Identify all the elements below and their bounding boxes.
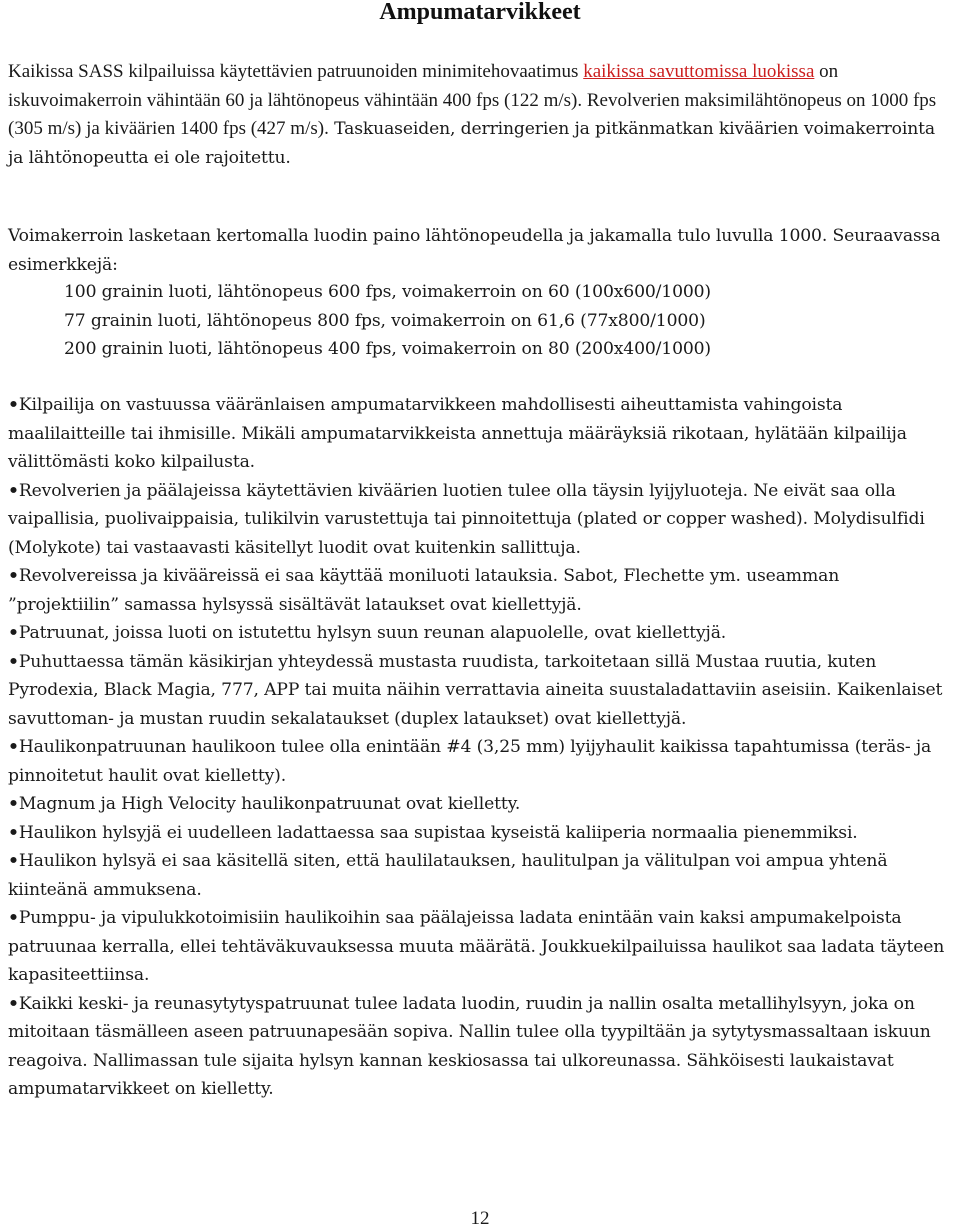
example-line: 77 grainin luoti, lähtönopeus 800 fps, voimakerroin on 61,6 (77x800/1000) [64,310,706,331]
rule-item [8,847,952,904]
page-title: Ampumatarvikkeet [379,0,581,25]
bullet-icon: • [8,794,19,814]
rule-text: Haulikon hylsyä ei saa käsitellä siten, että haulilatauksen, haulitulpan ja välitulpan voi ampua yhtenä kiinteänä ammuksena. [8,851,888,900]
rule-item [8,619,952,648]
bullet-icon: • [8,566,19,586]
savuttomissa-luokissa-link[interactable]: kaikissa savuttomissa luokissa [583,61,815,82]
bullet-icon: • [8,822,19,843]
example-line: 100 grainin luoti, lähtönopeus 600 fps, voimakerroin on 60 (100x600/1000) [64,282,711,302]
page-number: 12 [470,1208,490,1229]
rule-item [8,733,952,790]
bullet-icon: • [8,623,19,643]
intro-text-before-link: Kaikissa SASS kilpailuissa käytettävien patruunoiden minimitehovaatimus [8,61,584,82]
rule-text: Puhuttaessa tämän käsikirjan yhteydessä mustasta ruudista, tarkoitetaan sillä Mustaa ruutia, kuten Pyrodexia, Black Magia, 777, APP tai muita näihin verrattavia aineita suustaladattaviin aseisiin. Kaikenlaiset savuttoman- ja mustan ruudin sekalataukset (duplex lataukset) ovat kiellettyjä. [8,651,943,729]
rule-text: Kilpailija on vastuussa vääränlaisen ampumatarvikkeen mahdollisesti aiheuttamista vahingoista maalilaitteille tai ihmisille. Mikäli ampumatarvikkeista annettuja määräyksiä rikotaan, hylätään kilpailija välittömästi koko kilpailusta. [8,395,907,472]
bullet-icon: • [8,851,19,871]
intro-continuation: Taskuaseiden, derringerien ja pitkänmatkan kiväärien voimakerrointa ja lähtönopeutta ei ole rajoitettu. [8,119,936,168]
rule-text: Pumppu- ja vipulukkotoimisiin haulikoihin saa päälajeissa ladata enintään vain kaksi ampumakelpoista patruunaa kerralla, ellei tehtäväkuvauksessa muuta määrätä. Joukkuekilpailuissa haulikot saa ladata täyteen kapasiteettiinsa. [8,908,945,985]
document-page [8,0,952,1099]
rule-text: Haulikonpatruunan haulikoon tulee olla enintään #4 (3,25 mm) lyijyhaulit kaikissa tapahtumissa (teräs- ja pinnoitetut haulit ovat kielletty). [8,737,932,786]
rule-item [8,562,952,619]
rule-item [8,648,952,734]
intro-paragraph [8,58,952,172]
formula-paragraph: Voimakerroin lasketaan kertomalla luodin paino lähtönopeudella ja jakamalla tulo luvulla 1000. Seuraavassa esimerkkejä: [8,226,941,275]
rule-item [8,391,952,477]
rule-text: Kaikki keski- ja reunasytytyspatruunat tulee ladata luodin, ruudin ja nallin osalta metallihylsyyn, joka on mitoitaan täsmälleen aseen patruunapesään sopiva. Nallin tulee olla tyypiltään ja sytytysmassaltaan iskuun reagoiva. Nallimassan tule sijaita hylsyn kannan keskiosassa tai ulkoreunassa. Sähköisesti laukaistavat ampumatarvikkeet on kielletty. [8,993,931,1099]
rule-text: Patruunat, joissa luoti on istutettu hylsyn suun reunan alapuolelle, ovat kiellettyjä. [18,623,727,643]
bullet-icon: • [8,737,19,757]
bullet-icon: • [8,480,19,501]
bullet-icon: • [8,651,19,672]
bullet-icon: • [8,908,19,928]
rule-item [8,477,952,563]
rule-item [8,904,952,990]
examples-list [64,278,711,364]
rule-item [8,790,952,819]
rule-text: Revolvereissa ja kivääreissä ei saa käyttää moniluoti latauksia. Sabot, Flechette ym. useamman ”projektiilin” samassa hylsyssä sisältävät lataukset ovat kiellettyjä. [8,566,840,615]
rule-item [8,990,952,1104]
bullet-icon: • [8,395,19,415]
rules-list [8,391,952,1104]
example-line: 200 grainin luoti, lähtönopeus 400 fps, voimakerroin on 80 (200x400/1000) [64,339,711,359]
rule-text: Magnum ja High Velocity haulikonpatruunat ovat kielletty. [18,794,521,814]
intro-text-after-link: on iskuvoimakerroin vähintään 60 ja lähtönopeus vähintään 400 fps (122 m/s). Revolverien maksimilähtönopeus on 1000 fps (305 m/s) ja kiväärien 1400 fps (427 m/s). [8,61,937,139]
rule-item [8,819,952,848]
rule-text: Revolverien ja päälajeissa käytettävien kiväärien luotien tulee olla täysin lyijyluoteja. Ne eivät saa olla vaipallisia, puolivaippaisia, tulikilvin varustettuja tai pinnoitettuja (plated or copper washed). Molydisulfidi (Molykote) tai vastaavasti käsitellyt luodit ovat kuitenkin sallittuja. [8,480,925,558]
bullet-icon: • [8,993,19,1014]
rule-text: Haulikon hylsyjä ei uudelleen ladattaessa saa supistaa kyseistä kaliiperia normaalia pienemmiksi. [18,822,858,843]
